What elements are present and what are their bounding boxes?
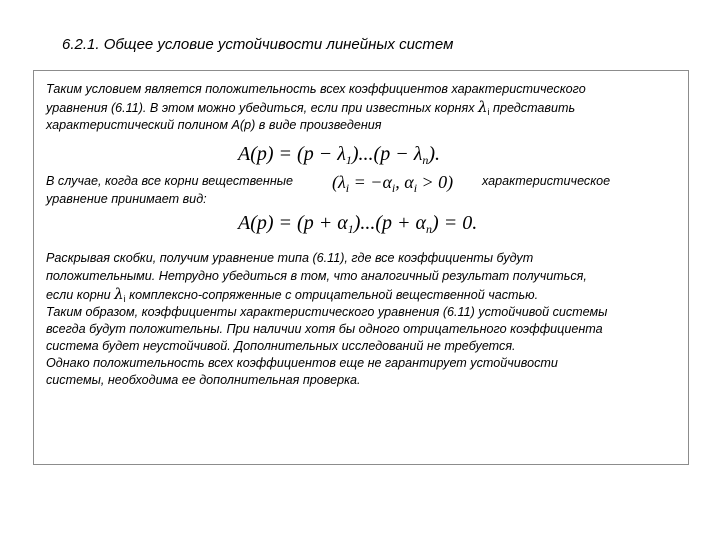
para2-left2: уравнение принимает вид: [46, 192, 207, 206]
lambda-symbol: λ [478, 98, 488, 116]
para3-line7: Однако положительность всех коэффициентов еще не гарантирует устойчивости [46, 356, 558, 370]
formula-product-real: $A(p) = (p + \alpha_1)...(p + \alpha_n) = 0$. [238, 212, 478, 236]
para3-line6: система будет неустойчивой. Дополнительных исследований не требуется. [46, 339, 516, 353]
para3-line3: если корни $\lambda_i$ комплексно-сопряженные с отрицательной вещественной частью. [46, 285, 539, 304]
formula-product-roots: $A(p) = (p - \lambda_1)...(p - \lambda_n)$. [238, 143, 441, 167]
para3-line1: Раскрывая скобки, получим уравнение типа (6.11), где все коэффициенты будут [46, 251, 534, 265]
para2-right1: характеристическое [482, 174, 611, 188]
para1-line1: Таким условием является положительность всех коэффициентов характеристического [46, 82, 586, 96]
para3-line8: системы, необходима ее дополнительная проверка. [46, 373, 361, 387]
para1-line3: характеристический полином A(p) в виде произведения [46, 118, 382, 132]
para3-line4: Таким образом, коэффициенты характеристического уравнения (6.11) устойчивой системы [46, 305, 608, 319]
condition-real-roots: ($\lambda_i = -\alpha_i$, $\alpha_i > 0$) [332, 172, 454, 195]
para3-line2: положительными. Нетрудно убедиться в том, что аналогичный результат получиться, [46, 269, 587, 283]
lambda-symbol: λ [114, 285, 124, 303]
para3-line5: всегда будут положительны. При наличии хотя бы одного отрицательного коэффициента [46, 322, 603, 336]
para2-left1: В случае, когда все корни вещественные [46, 174, 294, 188]
para1-line2: уравнения (6.11). В этом можно убедиться, если при известных корнях $\lambda_i$ представить [46, 98, 576, 117]
section-heading: 6.2.1. Общее условие устойчивости линейных систем [62, 36, 454, 53]
